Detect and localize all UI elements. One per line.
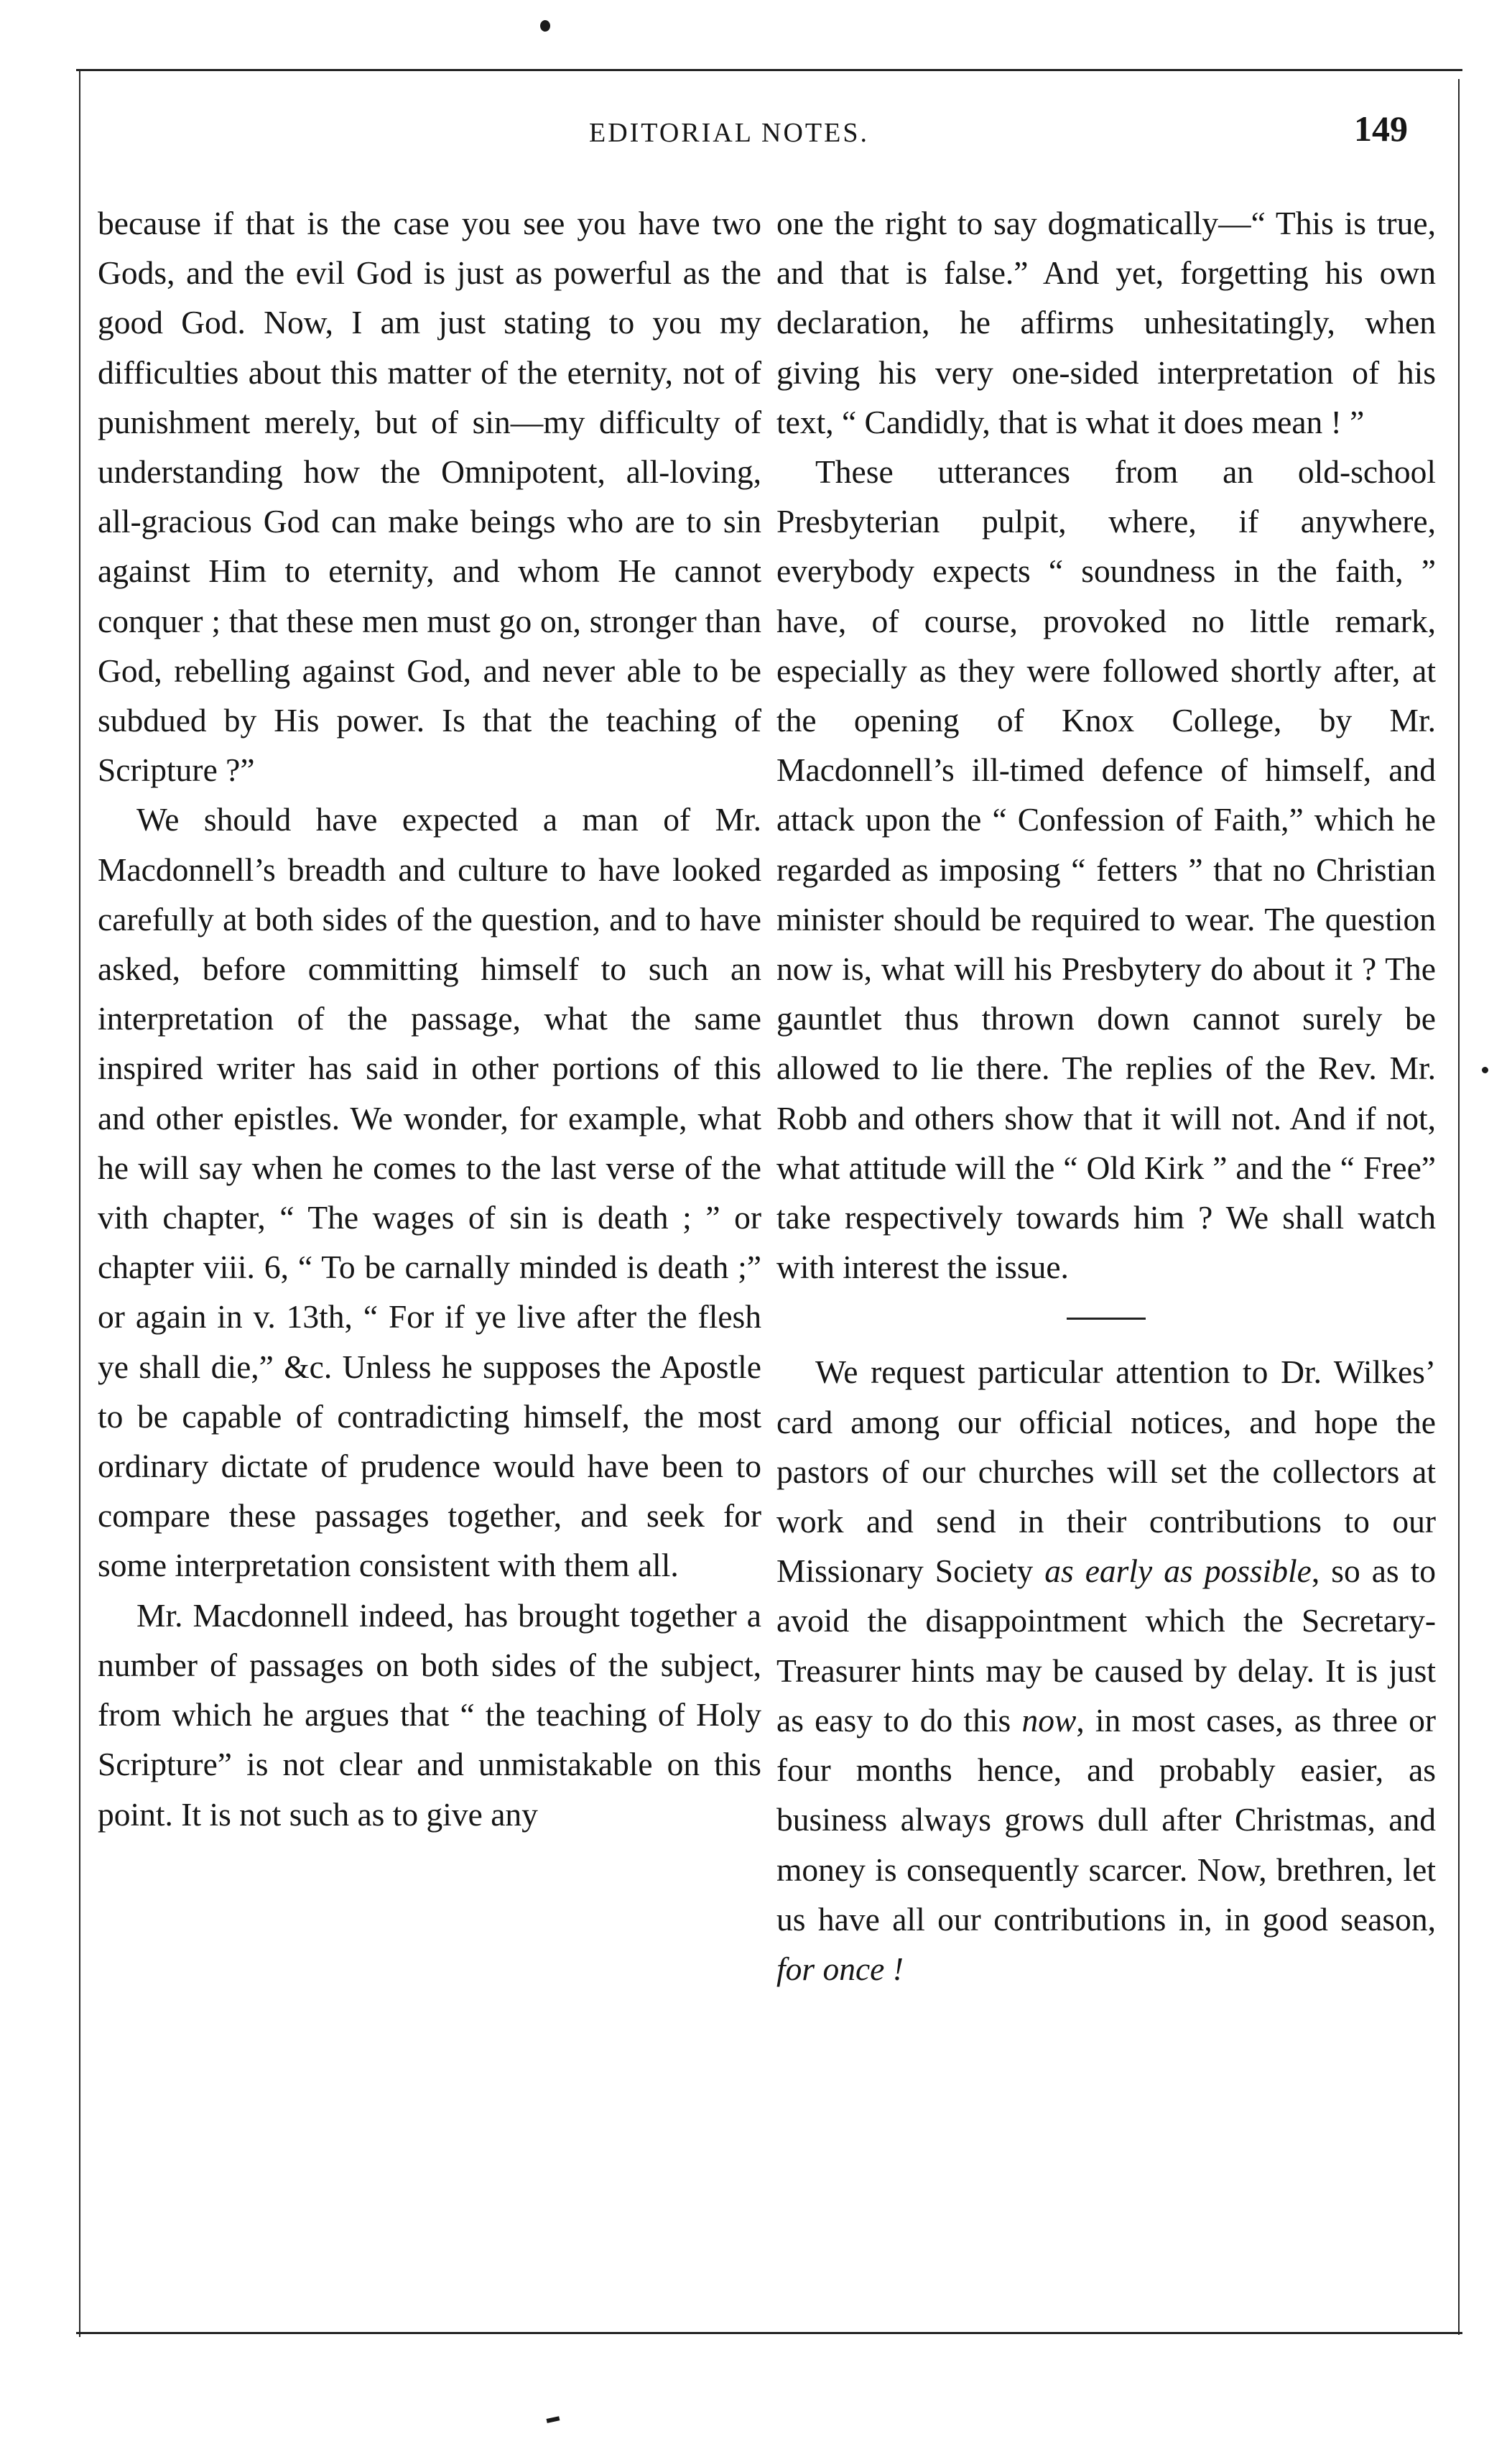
right-paragraph-1: one the right to say dogmatically—“ This is true, and that is false.” And yet, forgetting his own declaration, he affirms unhesitatingly, when giving his very one-sided interpretation of his text, “ Candidly, that is what it does mean ! ” [776,205,1436,440]
right-paragraph-2: These utterances from an old-school Presbyterian pulpit, where, if anywhere, everybody expects “ soundness in the faith, ” have, of course, provoked no little remark, especially as they were followed shortly after, at the opening of Knox College, by Mr. Macdonnell’s ill-timed defence of himself, and attack upon the “ Confession of Faith,” which he regarded as imposing “ fetters ” that no Christian minister should be required to wear. The question now is, what will his Presbytery do about it ? The gauntlet thus thrown down cannot surely be allowed to lie there. The replies of the Rev. Mr. Robb and others show that it will not. And if not, what attitude will the “ Old Kirk ” and the “ Free” take respectively towards him ? We shall watch with interest the issue. [776,453,1436,1286]
notice-emphasis-early: as early as possible [1044,1552,1312,1590]
right-paragraph-3 [776,1347,1436,1994]
right-column [776,198,1436,1994]
notice-text-a: We request particular attention to Dr. Wilkes’ card among our official notices, and hope the pastors of our churches will set the collectors at work and send in their contributions to our Missionary Society [776,1353,1436,1590]
section-separator [1067,1318,1146,1320]
notice-text-c: , in most cases, as three or four months hence, and probably easier, as business always grows dull after Christmas, and money is consequently scarcer. Now, brethren, let us have all our contributions in, in good season, [776,1701,1436,1938]
ink-speck-top [540,20,550,32]
left-column [98,198,761,1839]
notice-emphasis-for-once: for once ! [776,1950,904,1987]
left-paragraph-1: because if that is the case you see you have two Gods, and the evil God is just as powerful as the good God. Now, I am just stating to you my difficulties about this matter of the eternity, not of punishment merely, but of sin—my difficulty of understanding how the Omnipotent, all-loving, all-gracious God can make beings who are to sin against Him to eternity, and whom He cannot conquer ; that these men must go on, stronger than God, rebelling against God, and never able to be subdued by His power. Is that the teaching of Scripture ?” [98,205,761,789]
top-rule [76,69,1462,71]
ink-speck-side [1482,1067,1488,1073]
left-paragraph-2: We should have expected a man of Mr. Macdonnell’s breadth and culture to have looked carefully at both sides of the question, and to have asked, before committing himself to such an interpretation of the passage, what the same inspired writer has said in other portions of this and other epistles. We wonder, for example, what he will say when he comes to the last verse of the vith chapter, “ The wages of sin is death ; ” or chapter viii. 6, “ To be carnally minded is death ;” or again in v. 13th, “ For if ye live after the flesh ye shall die,” &c. Unless he supposes the Apostle to be capable of contradicting himself, the most ordinary dictate of prudence would have been to compare these passages together, and seek for some interpretation consistent with them all. [98,801,761,1584]
running-header: EDITORIAL NOTES. [589,118,869,148]
notice-text-b: , so as to avoid the disappointment which the Secretary-Treasurer hints may be caused by delay. It is just as easy to do this [776,1552,1437,1739]
left-margin-line [79,70,80,2337]
left-paragraph-3: Mr. Macdonnell indeed, has brought together a number of passages on both sides of the subject, from which he argues that “ the teaching of Holy Scripture” is not clear and unmistakable on this point. It is not such as to give any [98,1596,761,1833]
ink-mark-bottom [547,2416,562,2430]
page-number: 149 [1354,108,1408,149]
bottom-rule [76,2332,1462,2334]
right-margin-line [1458,79,1460,2335]
notice-emphasis-now: now [1021,1701,1077,1739]
